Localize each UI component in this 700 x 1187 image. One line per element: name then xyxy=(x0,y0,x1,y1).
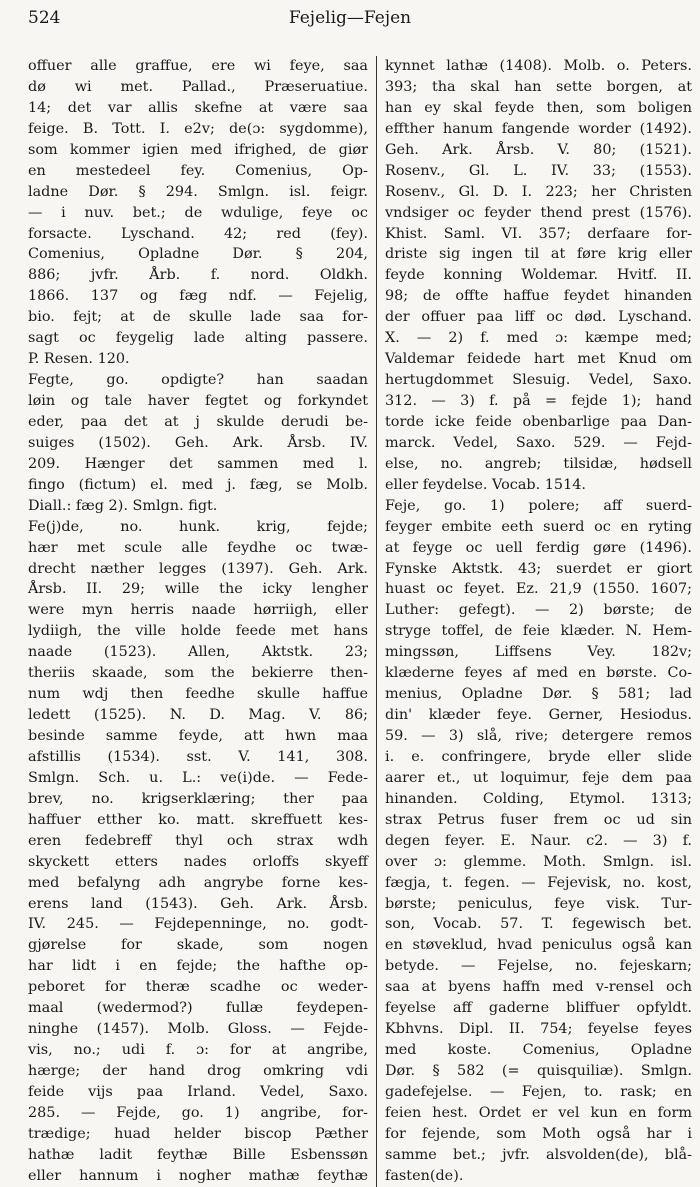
text-line: Fe(j)de, no. hunk. krig, fejde; xyxy=(28,518,368,535)
text-line: ladne Dør. § 294. Smlgn. isl. feigr. xyxy=(28,183,368,200)
text-line: skyckett etters nades orloffs skyeff xyxy=(28,853,368,870)
text-line: Kbhvns. Dipl. II. 754; feyelse feyes xyxy=(385,1021,692,1038)
text-line: naade (1523). Allen, Aktstk. 23; xyxy=(28,644,368,661)
text-line: fasten(de). xyxy=(385,1167,464,1184)
text-line: 14; det var allis skefne at være saa xyxy=(28,99,368,116)
text-line: num wdj then feedhe skulle haffue xyxy=(28,686,368,703)
text-line: aarer et., ut loquimur, feje dem paa xyxy=(385,769,692,786)
text-line: — i nuv. bet.; de wdulige, feye oc xyxy=(28,204,368,221)
text-line: effther hanum fangende worder (1492). xyxy=(385,120,692,137)
text-line: gjørelse for skade, som nogen xyxy=(28,937,368,954)
text-line: degen feyer. E. Naur. c2. — 3) f. xyxy=(385,832,692,849)
text-line: hinanden. Colding, Etymol. 1313; xyxy=(385,790,692,807)
text-line: feyelse aff gaderne bliffuer opfyldt. xyxy=(385,1000,692,1017)
text-line: hærge; der hand drog omkring vdi xyxy=(28,1063,368,1079)
text-line: Rosenv., Gl. L. IV. 33; (1553). xyxy=(385,162,692,179)
text-line: Feje, go. 1) polere; aff suerd- xyxy=(385,497,692,514)
text-line: løin og tale haver fegtet og forkyndet xyxy=(28,393,368,409)
text-line: hertugdommet Slesuig. Vedel, Saxo. xyxy=(385,372,692,389)
text-line: fingo (fictum) el. med j. fæg, se Molb. xyxy=(28,476,368,493)
text-line: bio. fejt; at de skulle lade saa for- xyxy=(28,309,368,326)
text-line: maal (wedermod?) fullæ feydepen- xyxy=(28,1000,368,1017)
text-line: driste sig ingen til at føre krig eller xyxy=(385,246,692,263)
text-line: hær met scule alle feydhe oc twæ- xyxy=(28,539,368,556)
text-columns xyxy=(28,56,692,1184)
text-line: erens land (1543). Geh. Ark. Årsb. xyxy=(28,895,368,912)
text-line: feyde konning Woldemar. Hvitf. II. xyxy=(385,267,692,284)
text-line: were myn herris naade hørriigh, eller xyxy=(28,602,368,619)
text-line: brev, no. krigserklæring; ther paa xyxy=(28,790,368,807)
text-line: Comenius, Opladne Dør. § 204, xyxy=(28,246,368,263)
text-line: 59. — 3) slå, rive; detergere remos xyxy=(385,728,692,744)
text-line: ninghe (1457). Molb. Gloss. — Fejde- xyxy=(28,1021,368,1038)
text-line: offuer alle graffue, ere wi feye, saa xyxy=(28,58,368,74)
text-line: kynnet lathæ (1408). Molb. o. Peters. xyxy=(385,58,692,74)
text-line: feige. B. Tott. I. e2v; de(ɔ: sygdomme), xyxy=(28,120,368,137)
text-line: feyger embite eeth suerd oc en ryting xyxy=(385,518,692,535)
text-line: P. Resen. 120. xyxy=(28,351,130,368)
text-line: else, no. angreb; tilsidæ, hødsell xyxy=(385,455,692,472)
text-line: Fegte, go. opdigte? han saadan xyxy=(28,372,368,389)
text-line: Rosenv., Gl. D. I. 223; her Christen xyxy=(385,183,692,200)
text-line: X. — 2) f. med ɔ: kæmpe med; xyxy=(385,330,692,347)
text-line: eder, paa det at j skulde derudi be- xyxy=(28,413,368,430)
text-line: en mestedeel fey. Comenius, Op- xyxy=(28,162,368,179)
text-line: 1866. 137 og fæg ndf. — Fejelig, xyxy=(28,288,368,305)
text-line: 393; tha skal han sette borgen, at xyxy=(385,78,692,95)
text-line: forsacte. Lyschand. 42; red (fey). xyxy=(28,225,368,242)
text-line: dø wi met. Pallad., Præseruatiue. xyxy=(28,78,368,95)
text-line: afstillis (1534). sst. V. 141, 308. xyxy=(28,748,368,765)
text-line: 98; de offte haffue feydet hinanden xyxy=(385,288,692,305)
text-line: eller hannum i nogher mathæ feythæ xyxy=(28,1167,368,1184)
text-line: han ey skal feyde then, som boligen xyxy=(385,99,692,116)
text-line: Diall.: fæg 2). Smlgn. figt. xyxy=(28,497,218,514)
text-line: Dør. § 582 (= quisquiliæ). Smlgn. xyxy=(385,1063,692,1079)
page-number: 524 xyxy=(28,8,61,28)
text-line: feide vijs paa Irland. Vedel, Saxo. xyxy=(28,1083,368,1100)
text-line: trædige; huad helder biscop Pæther xyxy=(28,1125,368,1142)
text-line: peboret for theræ scadhe oc weder- xyxy=(28,979,368,996)
text-line: huast oc feyet. Ez. 21,9 (1550. 1607; xyxy=(385,581,692,598)
text-line: din' klæder feye. Gerner, Hesiodus. xyxy=(385,707,692,724)
text-line: har lidt i en fejde; the hafthe op- xyxy=(28,958,368,975)
text-line: besinde samme feyde, att hwn maa xyxy=(28,728,368,744)
text-line: børste; peniculus, feye visk. Tur- xyxy=(385,895,692,912)
text-line: i. e. confringere, bryde eller slide xyxy=(385,748,692,765)
text-line: en støveklud, hvad peniculus også kan xyxy=(385,937,692,954)
text-line: som kommer igien med ifrighed, de giør xyxy=(28,141,368,158)
text-line: theriis skaade, som the bekierre then- xyxy=(28,665,368,682)
text-line: feien hest. Ordet er vel kun en form xyxy=(385,1104,692,1121)
text-line: IV. 245. — Fejdepenninge, no. godt- xyxy=(28,916,368,933)
text-line: at feyge oc uell ferdig gøre (1496). xyxy=(385,539,692,556)
text-line: Luther: gefegt). — 2) børste; de xyxy=(385,602,692,619)
text-line: samme bet.; jvfr. alsvolden(de), blå- xyxy=(385,1146,692,1163)
text-line: med befalyng adh angrybe forne kes- xyxy=(28,874,368,891)
text-line: hathæ ladit feythæ Bille Esbenssøn xyxy=(28,1146,368,1163)
text-line: Geh. Ark. Årsb. V. 80; (1521). xyxy=(385,141,692,158)
text-line: drecht næther legges (1397). Geh. Ark. xyxy=(28,560,368,577)
text-line: eren fedebreff thyl och strax wdh xyxy=(28,832,368,849)
text-line: eller feydelse. Vocab. 1514. xyxy=(385,476,586,493)
text-line: Valdemar feidede hart met Knud om xyxy=(385,351,692,368)
text-line: fægja, t. fegen. — Fejevisk, no. kost, xyxy=(385,874,692,891)
text-line: saa at byens haffn med v-rensel och xyxy=(385,979,692,996)
text-line: son, Vocab. 57. T. fegewisch bet. xyxy=(385,916,692,933)
text-line: ledett (1525). N. D. Mag. V. 86; xyxy=(28,707,368,724)
text-line: Khist. Saml. VI. 357; derfaare for- xyxy=(385,225,692,242)
text-line: 209. Hænger det sammen med l. xyxy=(28,455,368,472)
text-line: vndsiger oc feyder thend prest (1576). xyxy=(385,204,692,221)
text-line: Fynske Aktstk. 43; suerdet er giort xyxy=(385,560,692,577)
text-line: betyde. — Fejelse, no. fejeskarn; xyxy=(385,958,692,975)
text-line: Smlgn. Sch. u. L.: ve(i)de. — Fede- xyxy=(28,769,368,786)
left-column xyxy=(28,56,368,1187)
text-line: 312. — 3) f. på = fejde 1); hand xyxy=(385,393,692,409)
text-line: gadefejelse. — Fejen, to. rask; en xyxy=(385,1083,692,1100)
running-head: Fejelig—Fejen xyxy=(288,8,412,28)
text-line: stryge toffel, de feie klæder. N. Hem- xyxy=(385,623,692,640)
text-line: menius, Opladne Dør. § 581; lad xyxy=(385,686,692,703)
text-line: vis, no.; udi f. ɔ: for at angribe, xyxy=(28,1042,368,1059)
text-line: over ɔ: glemme. Moth. Smlgn. isl. xyxy=(385,853,692,870)
right-column xyxy=(385,56,692,1187)
text-line: suiges (1502). Geh. Ark. Årsb. IV. xyxy=(28,434,368,451)
text-line: der offuer paa liff oc død. Lyschand. xyxy=(385,309,692,326)
page-header xyxy=(0,0,700,40)
text-line: haffuer etther ko. matt. skreffuett kes- xyxy=(28,811,368,828)
text-line: marck. Vedel, Saxo. 529. — Fejd- xyxy=(385,434,692,451)
text-line: klæderne feyes af med en børste. Co- xyxy=(385,665,692,682)
text-line: torde icke feide obenbarlige paa Dan- xyxy=(385,413,692,430)
text-line: Årsb. II. 29; wille the icky lengher xyxy=(28,581,368,598)
text-line: lydiigh, the ville holde feede met hans xyxy=(28,623,368,640)
text-line: mingssøn, Liffsens Vey. 182v; xyxy=(385,644,692,661)
text-line: 886; jvfr. Årb. f. nord. Oldkh. xyxy=(28,267,368,284)
column-divider xyxy=(376,56,377,1187)
text-line: for fejende, som Moth også har i xyxy=(385,1125,692,1142)
text-line: sagt oc feygelig lade alting passere. xyxy=(28,330,368,347)
text-line: med koste. Comenius, Opladne xyxy=(385,1042,692,1059)
text-line: strax Petrus fuser frem oc ud sin xyxy=(385,811,692,828)
text-line: 285. — Fejde, go. 1) angribe, for- xyxy=(28,1104,368,1121)
